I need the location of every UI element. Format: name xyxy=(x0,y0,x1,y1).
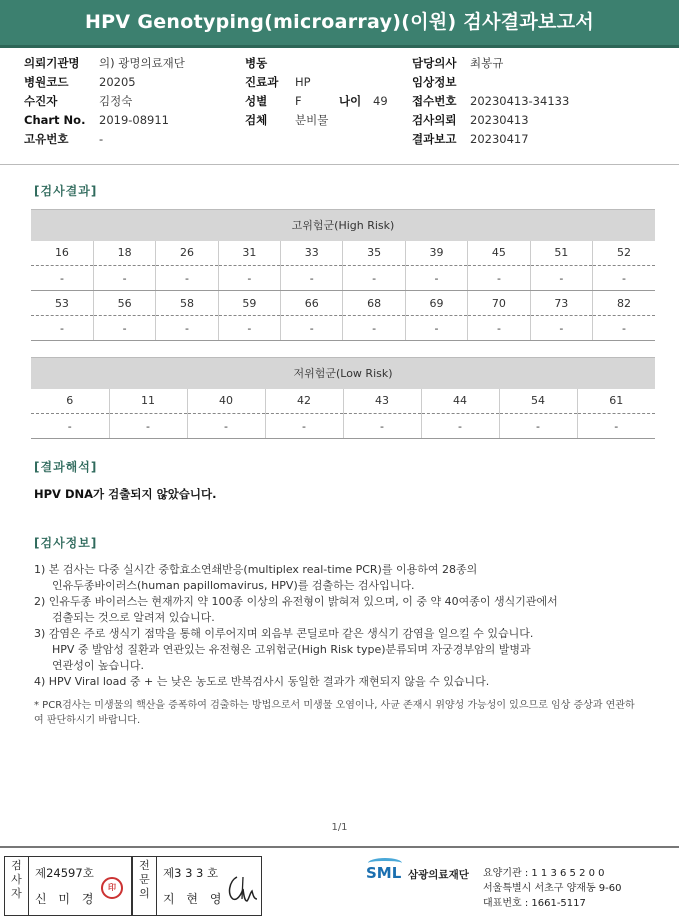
info-label: 병원코드 xyxy=(24,75,69,89)
fine-print: * PCR검사는 미생물의 핵산을 증폭하여 검출하는 방법으로서 미생물 오염이나, 사균 존재시 위양성 가능성이 있으므로 임상 증상과 연관하여 판단하시기 바랍니다. xyxy=(34,700,635,726)
genotype-cell: 26 xyxy=(156,241,218,266)
result-cell: - xyxy=(187,414,265,439)
result-cell: - xyxy=(577,414,655,439)
inspector-license: 제24597호 xyxy=(35,866,94,880)
result-cell: - xyxy=(421,414,499,439)
note-line: 연관성이 높습니다. xyxy=(52,659,145,672)
result-cell: - xyxy=(468,316,530,341)
approver-signature-box xyxy=(132,856,262,916)
interpretation-text: HPV DNA가 검출되지 않았습니다. xyxy=(34,487,217,501)
info-value: F xyxy=(295,94,302,108)
genotype-cell: 39 xyxy=(405,241,467,266)
genotype-cell: 56 xyxy=(93,291,155,316)
report-title-bar xyxy=(0,0,679,48)
genotype-cell: 69 xyxy=(405,291,467,316)
result-cell: - xyxy=(218,266,280,291)
info-row-clinical-info xyxy=(412,73,569,92)
info-label: Chart No. xyxy=(24,113,86,127)
high-risk-table xyxy=(31,209,655,341)
info-row-patient xyxy=(24,92,185,111)
genotype-cell: 33 xyxy=(281,241,343,266)
genotype-cell: 54 xyxy=(499,389,577,414)
contact-info xyxy=(483,866,622,911)
info-column-3 xyxy=(412,54,569,149)
info-row-chart-no xyxy=(24,111,185,130)
info-label: 검사의뢰 xyxy=(412,113,457,127)
info-label: 진료과 xyxy=(245,75,279,89)
low-risk-title: 저위험군(Low Risk) xyxy=(31,358,655,389)
info-row-department xyxy=(245,73,388,92)
result-cell: - xyxy=(109,414,187,439)
note-line: 검출되는 것으로 알려져 있습니다. xyxy=(52,611,215,624)
result-row xyxy=(31,414,655,439)
vlabel-char: 문 xyxy=(139,873,150,886)
genotype-cell: 6 xyxy=(31,389,109,414)
result-cell: - xyxy=(530,316,592,341)
info-row-request-date xyxy=(412,111,569,130)
note-line: 4) HPV Viral load 중 + 는 낮은 농도로 반복검사시 동일한 결과가 재현되지 않을 수 있습니다. xyxy=(34,675,490,688)
result-cell: - xyxy=(593,266,655,291)
result-cell: - xyxy=(93,266,155,291)
vlabel-char: 의 xyxy=(139,887,150,900)
genotype-cell: 16 xyxy=(31,241,93,266)
info-label: 의뢰기관명 xyxy=(24,56,80,70)
info-column-1 xyxy=(24,54,185,149)
genotype-cell: 68 xyxy=(343,291,405,316)
seal-stamp: 印 xyxy=(101,877,123,899)
age-value: 49 xyxy=(373,94,388,108)
result-cell: - xyxy=(468,266,530,291)
genotype-cell: 52 xyxy=(593,241,655,266)
info-row-sex-age xyxy=(245,92,388,111)
info-value: 20230417 xyxy=(470,132,529,146)
genotype-cell: 61 xyxy=(577,389,655,414)
genotype-cell: 59 xyxy=(218,291,280,316)
result-cell: - xyxy=(93,316,155,341)
result-cell: - xyxy=(405,316,467,341)
genotype-cell: 70 xyxy=(468,291,530,316)
low-risk-body xyxy=(31,389,655,439)
info-row-doctor xyxy=(412,54,569,73)
vlabel-char: 자 xyxy=(11,887,22,900)
section-result-heading: [검사결과] xyxy=(34,184,98,198)
logo-name: 삼광의료재단 xyxy=(408,869,469,881)
genotype-cell: 35 xyxy=(343,241,405,266)
result-cell: - xyxy=(31,266,93,291)
genotype-cell: 66 xyxy=(281,291,343,316)
result-cell: - xyxy=(530,266,592,291)
note-line: 인유두종바이러스(human papillomavirus, HPV)를 검출하는 검사입니다. xyxy=(52,579,415,592)
note-line: 2) 인유두종 바이러스는 현재까지 약 100종 이상의 유전형이 밝혀져 있으며, 이 중 약 40여종이 생식기관에서 xyxy=(34,595,558,608)
genotype-cell: 82 xyxy=(593,291,655,316)
genotype-cell: 43 xyxy=(343,389,421,414)
info-label: 성별 xyxy=(245,94,268,108)
inspector-name: 신 미 경 xyxy=(35,892,98,906)
result-cell: - xyxy=(593,316,655,341)
info-label: 병동 xyxy=(245,56,268,70)
genotype-cell: 31 xyxy=(218,241,280,266)
low-risk-table xyxy=(31,357,655,439)
info-value: 분비물 xyxy=(295,113,329,127)
info-label: 접수번호 xyxy=(412,94,457,108)
result-cell: - xyxy=(218,316,280,341)
genotype-cell: 40 xyxy=(187,389,265,414)
info-divider xyxy=(0,164,679,165)
note-line: HPV 중 발암성 질환과 연관있는 유전형은 고위험군(High Risk type)분류되며 자궁경부암의 발병과 xyxy=(52,643,531,656)
info-row-institution xyxy=(24,54,185,73)
note-4 xyxy=(34,674,644,690)
genotype-cell: 45 xyxy=(468,241,530,266)
info-label: 결과보고 xyxy=(412,132,457,146)
footer-divider xyxy=(0,846,679,848)
info-value: 최봉규 xyxy=(470,56,504,70)
info-column-2 xyxy=(245,54,388,130)
info-row-unique-no xyxy=(24,130,185,149)
approver-name: 지 현 영 xyxy=(163,892,226,906)
note-1 xyxy=(34,562,644,594)
note-line: 1) 본 검사는 다중 실시간 중합효소연쇄반응(multiplex real-time PCR)를 이용하여 28종의 xyxy=(34,563,478,576)
result-cell: - xyxy=(281,316,343,341)
result-cell: - xyxy=(343,414,421,439)
report-title: HPV Genotyping(microarray)(이원) 검사결과보고서 xyxy=(84,11,595,33)
test-info-notes xyxy=(34,562,644,690)
result-cell: - xyxy=(265,414,343,439)
age-label: 나이 xyxy=(339,94,362,108)
result-row xyxy=(31,266,655,291)
info-value: - xyxy=(99,132,104,146)
result-cell: - xyxy=(156,316,218,341)
result-cell: - xyxy=(343,266,405,291)
info-value: 20230413 xyxy=(470,113,529,127)
high-risk-title: 고위험군(High Risk) xyxy=(31,210,655,241)
info-value: 김정숙 xyxy=(99,94,133,108)
result-row xyxy=(31,316,655,341)
info-row-hospital-code xyxy=(24,73,185,92)
info-value: 의) 광명의료재단 xyxy=(99,56,185,70)
inspector-signature-box xyxy=(4,856,132,916)
result-cell: - xyxy=(343,316,405,341)
result-cell: - xyxy=(31,316,93,341)
contact-line: 대표번호 : 1661-5117 xyxy=(483,898,586,909)
note-line: 3) 감염은 주로 생식기 점막을 통해 이루어지며 외음부 콘딜로마 같은 생식기 감염을 일으킬 수 있습니다. xyxy=(34,627,534,640)
info-row-specimen xyxy=(245,111,388,130)
info-value: 20205 xyxy=(99,75,136,89)
info-row-receipt-no xyxy=(412,92,569,111)
genotype-cell: 58 xyxy=(156,291,218,316)
approver-vertical-label xyxy=(133,857,157,915)
info-label: 임상정보 xyxy=(412,75,457,89)
info-label: 검체 xyxy=(245,113,268,127)
approver-license: 제3 3 3 호 xyxy=(163,866,219,880)
info-value: 2019-08911 xyxy=(99,113,169,127)
page-number: 1/1 xyxy=(331,822,348,833)
inspector-vertical-label xyxy=(5,857,29,915)
vlabel-char: 전 xyxy=(139,859,150,872)
genotype-row xyxy=(31,241,655,266)
contact-line: 서울특별시 서초구 양재동 9-60 xyxy=(483,883,622,894)
genotype-cell: 73 xyxy=(530,291,592,316)
logo-mark: SML xyxy=(366,864,402,882)
result-cell: - xyxy=(499,414,577,439)
title-underline xyxy=(0,45,679,48)
info-label: 담당의사 xyxy=(412,56,457,70)
genotype-cell: 11 xyxy=(109,389,187,414)
contact-line: 요양기관 : 1 1 3 6 5 2 0 0 xyxy=(483,868,605,879)
vlabel-char: 사 xyxy=(11,873,22,886)
genotype-row xyxy=(31,291,655,316)
patient-info xyxy=(0,54,679,166)
result-cell: - xyxy=(156,266,218,291)
genotype-cell: 18 xyxy=(93,241,155,266)
info-label: 수진자 xyxy=(24,94,58,108)
section-interpretation-heading: [결과해석] xyxy=(34,460,98,474)
handwritten-signature xyxy=(225,871,259,905)
info-row-ward xyxy=(245,54,388,73)
vlabel-char: 검 xyxy=(11,859,22,872)
genotype-cell: 53 xyxy=(31,291,93,316)
genotype-cell: 42 xyxy=(265,389,343,414)
genotype-cell: 44 xyxy=(421,389,499,414)
genotype-row xyxy=(31,389,655,414)
section-info-heading: [검사정보] xyxy=(34,536,98,550)
result-cell: - xyxy=(405,266,467,291)
info-value: 20230413-34133 xyxy=(470,94,570,108)
result-cell: - xyxy=(281,266,343,291)
genotype-cell: 51 xyxy=(530,241,592,266)
info-label: 고유번호 xyxy=(24,132,69,146)
result-cell: - xyxy=(31,414,109,439)
info-row-report-date xyxy=(412,130,569,149)
note-3 xyxy=(34,626,644,674)
high-risk-body xyxy=(31,241,655,341)
info-value: HP xyxy=(295,75,311,89)
note-2 xyxy=(34,594,644,626)
